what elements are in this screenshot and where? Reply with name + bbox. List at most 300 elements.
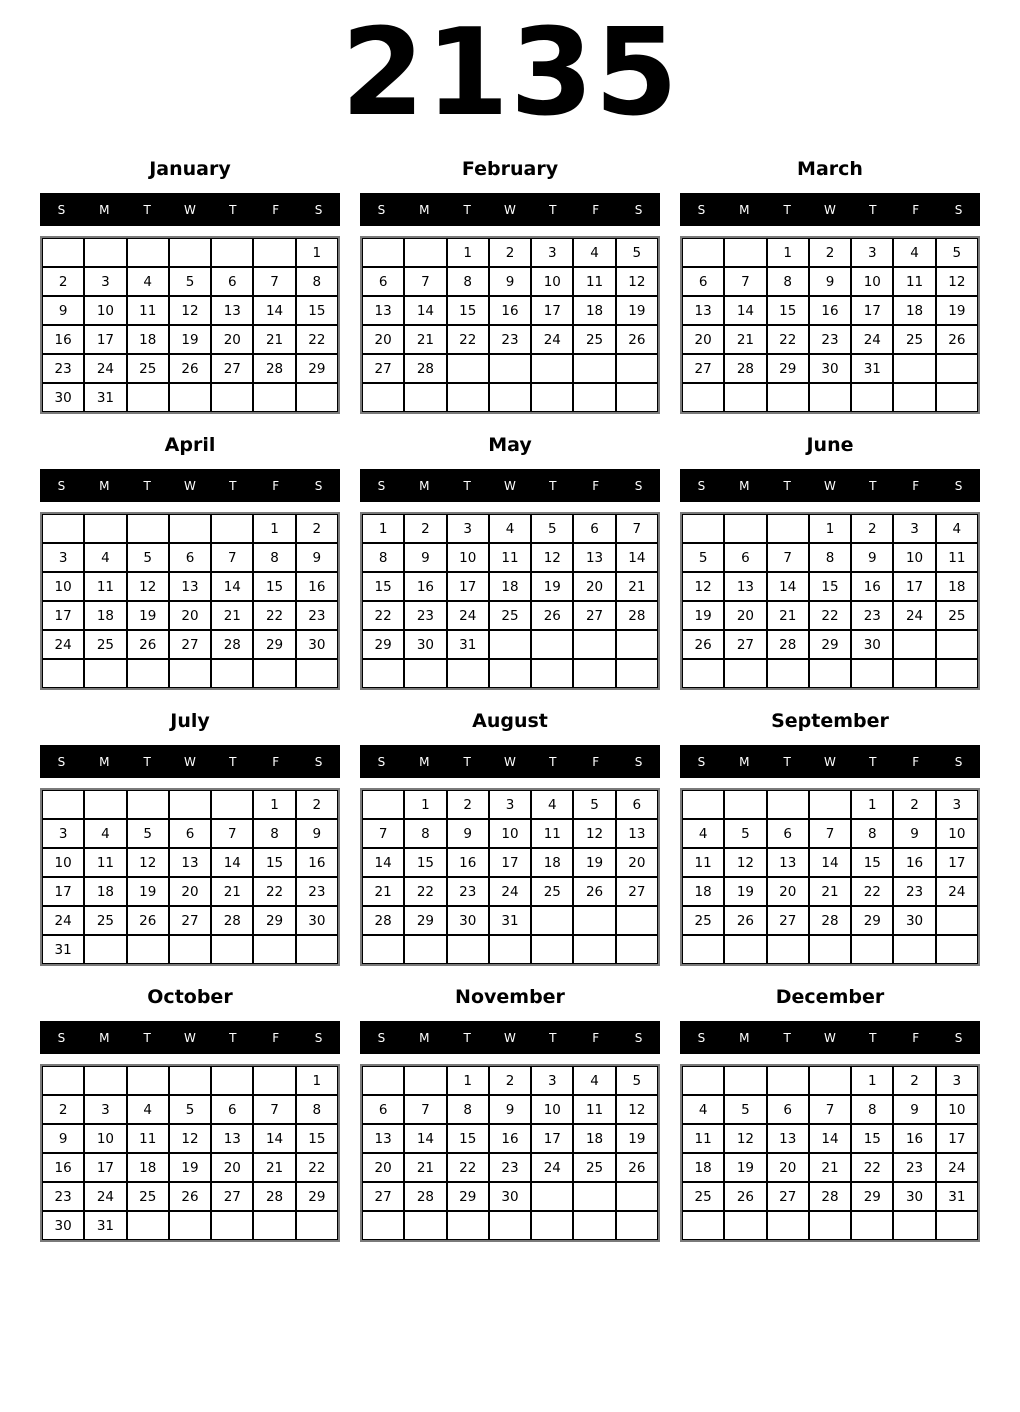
empty-day-cell <box>767 935 809 964</box>
day-cell: 26 <box>127 906 169 935</box>
empty-day-cell <box>936 383 978 412</box>
day-cell: 6 <box>767 819 809 848</box>
empty-day-cell <box>724 514 766 543</box>
day-cell: 1 <box>404 790 446 819</box>
empty-day-cell <box>531 1182 573 1211</box>
empty-day-cell <box>447 659 489 688</box>
months-grid <box>0 158 1020 1242</box>
day-cell: 25 <box>682 1182 724 1211</box>
day-cell: 5 <box>936 238 978 267</box>
empty-day-cell <box>169 383 211 412</box>
weekday-label: W <box>824 1030 836 1045</box>
day-cell: 7 <box>616 514 658 543</box>
day-cell: 14 <box>404 1124 446 1153</box>
day-cell: 3 <box>851 238 893 267</box>
empty-day-cell <box>616 630 658 659</box>
day-cell: 10 <box>936 819 978 848</box>
day-cell: 11 <box>936 543 978 572</box>
day-cell: 22 <box>404 877 446 906</box>
weekday-label: T <box>783 1030 791 1045</box>
day-cell: 14 <box>809 848 851 877</box>
day-cell: 16 <box>489 1124 531 1153</box>
day-cell: 2 <box>296 514 338 543</box>
day-cell: 26 <box>169 1182 211 1211</box>
day-cell: 18 <box>893 296 935 325</box>
day-cell: 13 <box>169 572 211 601</box>
day-cell: 23 <box>809 325 851 354</box>
month-block <box>360 158 660 414</box>
day-cell: 23 <box>893 877 935 906</box>
day-cell: 1 <box>296 1066 338 1095</box>
day-cell: 2 <box>893 1066 935 1095</box>
day-cell: 21 <box>253 325 295 354</box>
weekday-label: M <box>739 1030 750 1045</box>
empty-day-cell <box>296 935 338 964</box>
day-cell: 19 <box>127 877 169 906</box>
weekday-header-row <box>360 193 660 226</box>
day-cell: 26 <box>936 325 978 354</box>
day-cell: 30 <box>42 1211 84 1240</box>
day-cell: 31 <box>84 383 126 412</box>
month-title: February <box>461 158 559 180</box>
empty-day-cell <box>42 790 84 819</box>
day-cell: 2 <box>404 514 446 543</box>
day-cell: 25 <box>893 325 935 354</box>
day-cell: 15 <box>809 572 851 601</box>
day-cell: 27 <box>211 1182 253 1211</box>
weekday-header-row <box>360 469 660 502</box>
day-cell: 24 <box>42 630 84 659</box>
empty-day-cell <box>724 935 766 964</box>
day-cell: 5 <box>127 819 169 848</box>
day-cell: 3 <box>531 238 573 267</box>
day-cell: 18 <box>573 1124 615 1153</box>
day-cell: 28 <box>362 906 404 935</box>
day-cell: 29 <box>851 1182 893 1211</box>
day-cell: 2 <box>489 1066 531 1095</box>
day-cell: 23 <box>296 601 338 630</box>
empty-day-cell <box>682 238 724 267</box>
day-cell: 30 <box>489 1182 531 1211</box>
empty-day-cell <box>893 659 935 688</box>
empty-day-cell <box>573 1211 615 1240</box>
day-cell: 6 <box>169 543 211 572</box>
date-grid <box>40 236 340 414</box>
date-grid <box>680 236 980 414</box>
day-cell: 6 <box>362 267 404 296</box>
day-cell: 22 <box>362 601 404 630</box>
empty-day-cell <box>489 659 531 688</box>
day-cell: 21 <box>253 1153 295 1182</box>
empty-day-cell <box>404 935 446 964</box>
day-cell: 2 <box>851 514 893 543</box>
day-cell: 20 <box>362 325 404 354</box>
empty-day-cell <box>404 659 446 688</box>
weekday-label: M <box>739 202 750 217</box>
empty-day-cell <box>447 935 489 964</box>
empty-day-cell <box>169 1066 211 1095</box>
day-cell: 14 <box>809 1124 851 1153</box>
empty-day-cell <box>531 630 573 659</box>
weekday-header-row <box>40 745 340 778</box>
date-grid <box>360 512 660 690</box>
day-cell: 16 <box>809 296 851 325</box>
empty-day-cell <box>447 354 489 383</box>
day-cell: 2 <box>296 790 338 819</box>
empty-day-cell <box>767 659 809 688</box>
empty-day-cell <box>893 935 935 964</box>
day-cell: 5 <box>531 514 573 543</box>
empty-day-cell <box>616 1211 658 1240</box>
day-cell: 9 <box>296 819 338 848</box>
day-cell: 31 <box>489 906 531 935</box>
day-cell: 9 <box>809 267 851 296</box>
day-cell: 24 <box>531 325 573 354</box>
day-cell: 9 <box>489 267 531 296</box>
weekday-header-row <box>360 1021 660 1054</box>
month-title: May <box>488 434 532 456</box>
day-cell: 10 <box>893 543 935 572</box>
day-cell: 3 <box>84 1095 126 1124</box>
day-cell: 18 <box>682 1153 724 1182</box>
day-cell: 26 <box>724 1182 766 1211</box>
day-cell: 29 <box>253 630 295 659</box>
empty-day-cell <box>489 354 531 383</box>
day-cell: 6 <box>616 790 658 819</box>
weekday-label: T <box>143 1030 151 1045</box>
day-cell: 28 <box>616 601 658 630</box>
day-cell: 4 <box>84 543 126 572</box>
empty-day-cell <box>682 514 724 543</box>
day-cell: 23 <box>893 1153 935 1182</box>
weekday-label: T <box>869 478 877 493</box>
empty-day-cell <box>253 659 295 688</box>
day-cell: 3 <box>42 543 84 572</box>
day-cell: 2 <box>42 267 84 296</box>
weekday-label: T <box>463 202 471 217</box>
day-cell: 27 <box>767 1182 809 1211</box>
day-cell: 30 <box>809 354 851 383</box>
day-cell: 1 <box>851 790 893 819</box>
empty-day-cell <box>127 790 169 819</box>
weekday-label: M <box>99 754 110 769</box>
weekday-label: T <box>229 1030 237 1045</box>
weekday-header-row <box>40 469 340 502</box>
day-cell: 10 <box>447 543 489 572</box>
day-cell: 7 <box>767 543 809 572</box>
empty-day-cell <box>682 935 724 964</box>
day-cell: 17 <box>489 848 531 877</box>
empty-day-cell <box>253 1066 295 1095</box>
day-cell: 21 <box>211 877 253 906</box>
day-cell: 11 <box>489 543 531 572</box>
empty-day-cell <box>127 935 169 964</box>
day-cell: 20 <box>169 601 211 630</box>
empty-day-cell <box>362 1211 404 1240</box>
empty-day-cell <box>724 1211 766 1240</box>
empty-day-cell <box>531 935 573 964</box>
day-cell: 14 <box>253 296 295 325</box>
date-grid <box>40 788 340 966</box>
day-cell: 1 <box>809 514 851 543</box>
month-title: November <box>455 986 565 1008</box>
weekday-label: S <box>314 202 323 217</box>
empty-day-cell <box>851 935 893 964</box>
empty-day-cell <box>253 1211 295 1240</box>
day-cell: 23 <box>851 601 893 630</box>
month-title: September <box>771 710 889 732</box>
day-cell: 15 <box>253 572 295 601</box>
empty-day-cell <box>296 659 338 688</box>
empty-day-cell <box>573 659 615 688</box>
day-cell: 10 <box>84 296 126 325</box>
empty-day-cell <box>893 1211 935 1240</box>
empty-day-cell <box>127 1211 169 1240</box>
empty-day-cell <box>936 1211 978 1240</box>
weekday-label: T <box>869 1030 877 1045</box>
day-cell: 29 <box>296 1182 338 1211</box>
day-cell: 7 <box>362 819 404 848</box>
empty-day-cell <box>489 1211 531 1240</box>
empty-day-cell <box>724 238 766 267</box>
day-cell: 18 <box>682 877 724 906</box>
day-cell: 19 <box>169 1153 211 1182</box>
day-cell: 3 <box>447 514 489 543</box>
empty-day-cell <box>211 935 253 964</box>
day-cell: 14 <box>253 1124 295 1153</box>
day-cell: 5 <box>724 1095 766 1124</box>
empty-day-cell <box>936 630 978 659</box>
weekday-label: T <box>229 202 237 217</box>
day-cell: 24 <box>84 1182 126 1211</box>
empty-day-cell <box>767 1211 809 1240</box>
empty-day-cell <box>616 935 658 964</box>
day-cell: 28 <box>253 354 295 383</box>
empty-day-cell <box>531 383 573 412</box>
day-cell: 5 <box>616 1066 658 1095</box>
day-cell: 18 <box>127 325 169 354</box>
weekday-label: T <box>549 1030 557 1045</box>
weekday-label: M <box>419 1030 430 1045</box>
day-cell: 8 <box>253 819 295 848</box>
day-cell: 21 <box>404 325 446 354</box>
day-cell: 6 <box>573 514 615 543</box>
month-title: June <box>806 434 854 456</box>
day-cell: 7 <box>404 1095 446 1124</box>
empty-day-cell <box>767 1066 809 1095</box>
day-cell: 25 <box>489 601 531 630</box>
weekday-label: T <box>143 202 151 217</box>
day-cell: 18 <box>84 601 126 630</box>
empty-day-cell <box>531 354 573 383</box>
day-cell: 17 <box>936 1124 978 1153</box>
day-cell: 24 <box>84 354 126 383</box>
day-cell: 22 <box>253 601 295 630</box>
weekday-label: F <box>912 1030 920 1045</box>
day-cell: 20 <box>211 1153 253 1182</box>
day-cell: 12 <box>531 543 573 572</box>
empty-day-cell <box>127 383 169 412</box>
weekday-label: W <box>504 202 516 217</box>
day-cell: 8 <box>447 267 489 296</box>
empty-day-cell <box>84 514 126 543</box>
day-cell: 11 <box>893 267 935 296</box>
weekday-label: S <box>57 754 66 769</box>
day-cell: 19 <box>682 601 724 630</box>
empty-day-cell <box>42 238 84 267</box>
empty-day-cell <box>489 935 531 964</box>
day-cell: 16 <box>404 572 446 601</box>
weekday-label: F <box>592 202 600 217</box>
day-cell: 25 <box>127 354 169 383</box>
day-cell: 15 <box>851 848 893 877</box>
day-cell: 11 <box>531 819 573 848</box>
day-cell: 22 <box>851 1153 893 1182</box>
day-cell: 13 <box>682 296 724 325</box>
month-title: August <box>472 710 548 732</box>
weekday-label: S <box>377 754 386 769</box>
month-block <box>40 986 340 1242</box>
day-cell: 29 <box>809 630 851 659</box>
day-cell: 19 <box>616 1124 658 1153</box>
day-cell: 31 <box>84 1211 126 1240</box>
empty-day-cell <box>531 659 573 688</box>
day-cell: 30 <box>851 630 893 659</box>
day-cell: 4 <box>489 514 531 543</box>
weekday-label: S <box>57 1030 66 1045</box>
empty-day-cell <box>127 659 169 688</box>
day-cell: 29 <box>362 630 404 659</box>
empty-day-cell <box>127 238 169 267</box>
empty-day-cell <box>767 383 809 412</box>
day-cell: 24 <box>489 877 531 906</box>
weekday-header-row <box>40 193 340 226</box>
empty-day-cell <box>936 354 978 383</box>
day-cell: 13 <box>211 296 253 325</box>
day-cell: 1 <box>253 790 295 819</box>
day-cell: 2 <box>489 238 531 267</box>
empty-day-cell <box>724 383 766 412</box>
day-cell: 1 <box>296 238 338 267</box>
day-cell: 14 <box>211 848 253 877</box>
day-cell: 26 <box>531 601 573 630</box>
weekday-header-row <box>40 1021 340 1054</box>
day-cell: 29 <box>253 906 295 935</box>
weekday-label: F <box>592 478 600 493</box>
day-cell: 29 <box>767 354 809 383</box>
weekday-label: F <box>272 754 280 769</box>
day-cell: 27 <box>362 354 404 383</box>
day-cell: 4 <box>573 1066 615 1095</box>
day-cell: 31 <box>936 1182 978 1211</box>
empty-day-cell <box>127 514 169 543</box>
empty-day-cell <box>616 354 658 383</box>
day-cell: 15 <box>404 848 446 877</box>
day-cell: 21 <box>809 877 851 906</box>
day-cell: 7 <box>253 1095 295 1124</box>
empty-day-cell <box>169 514 211 543</box>
empty-day-cell <box>724 790 766 819</box>
day-cell: 26 <box>682 630 724 659</box>
day-cell: 5 <box>127 543 169 572</box>
day-cell: 11 <box>573 1095 615 1124</box>
day-cell: 30 <box>296 906 338 935</box>
weekday-label: T <box>549 754 557 769</box>
weekday-label: T <box>463 478 471 493</box>
day-cell: 24 <box>936 1153 978 1182</box>
day-cell: 7 <box>211 819 253 848</box>
day-cell: 15 <box>296 1124 338 1153</box>
weekday-label: W <box>504 1030 516 1045</box>
day-cell: 8 <box>767 267 809 296</box>
empty-day-cell <box>809 790 851 819</box>
month-block <box>360 986 660 1242</box>
empty-day-cell <box>809 659 851 688</box>
day-cell: 28 <box>809 1182 851 1211</box>
weekday-label: T <box>549 202 557 217</box>
day-cell: 13 <box>767 1124 809 1153</box>
weekday-label: W <box>504 754 516 769</box>
day-cell: 11 <box>573 267 615 296</box>
day-cell: 11 <box>127 296 169 325</box>
day-cell: 25 <box>573 1153 615 1182</box>
weekday-label: W <box>824 754 836 769</box>
weekday-header-row <box>680 745 980 778</box>
empty-day-cell <box>531 906 573 935</box>
day-cell: 11 <box>84 572 126 601</box>
weekday-label: S <box>954 754 963 769</box>
day-cell: 5 <box>169 1095 211 1124</box>
weekday-label: S <box>954 202 963 217</box>
day-cell: 25 <box>127 1182 169 1211</box>
weekday-label: W <box>824 202 836 217</box>
day-cell: 16 <box>296 848 338 877</box>
day-cell: 19 <box>127 601 169 630</box>
day-cell: 25 <box>84 906 126 935</box>
empty-day-cell <box>362 790 404 819</box>
empty-day-cell <box>724 659 766 688</box>
weekday-label: M <box>419 202 430 217</box>
weekday-label: S <box>697 754 706 769</box>
day-cell: 4 <box>84 819 126 848</box>
weekday-label: W <box>824 478 836 493</box>
day-cell: 30 <box>447 906 489 935</box>
weekday-label: M <box>99 478 110 493</box>
empty-day-cell <box>573 935 615 964</box>
weekday-label: T <box>549 478 557 493</box>
empty-day-cell <box>531 1211 573 1240</box>
empty-day-cell <box>447 383 489 412</box>
day-cell: 7 <box>211 543 253 572</box>
day-cell: 20 <box>211 325 253 354</box>
date-grid <box>680 512 980 690</box>
day-cell: 10 <box>42 848 84 877</box>
day-cell: 12 <box>169 1124 211 1153</box>
weekday-label: T <box>143 478 151 493</box>
weekday-label: S <box>57 202 66 217</box>
month-block <box>40 434 340 690</box>
weekday-label: S <box>57 478 66 493</box>
date-grid <box>680 788 980 966</box>
empty-day-cell <box>296 383 338 412</box>
weekday-label: M <box>739 754 750 769</box>
day-cell: 9 <box>42 1124 84 1153</box>
day-cell: 9 <box>893 819 935 848</box>
empty-day-cell <box>362 383 404 412</box>
day-cell: 10 <box>531 267 573 296</box>
month-title: July <box>170 710 210 732</box>
empty-day-cell <box>84 790 126 819</box>
